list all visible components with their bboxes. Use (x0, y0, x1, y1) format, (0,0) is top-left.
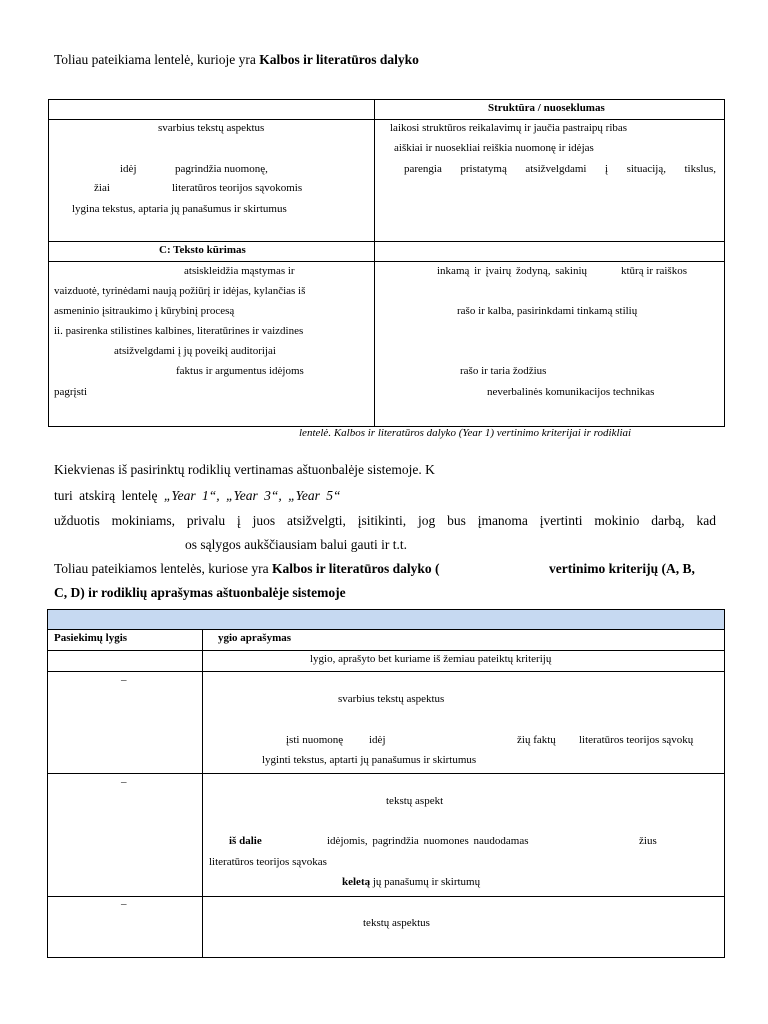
table1-row2-right-line4: neverbalinės komunikacijos technikas (487, 386, 655, 398)
table1-row1-left-line2b: pagrindžia nuomonę, (175, 163, 268, 175)
body-line-5-bold-a: Kalbos ir literatūros dalyko ( (272, 561, 440, 576)
body-line-4: os sąlygos aukščiausiam balui gauti ir t.t. (185, 537, 407, 552)
table2-row2-line2a: iš dalie (229, 835, 262, 847)
table2-row2-line1: tekstų aspekt (386, 795, 444, 807)
table2-row3-line1: tekstų aspektus (363, 917, 430, 929)
body-line-3: užduotis mokiniams, privalu į juos atsižvelgti, įsitikinti, jog bus įmanoma įvertinti mokinio darbą, kad (54, 513, 716, 528)
table2-col2-header: ygio aprašymas (218, 632, 292, 644)
table1-row2-left-line7: pagrįsti (54, 386, 87, 398)
table2-row1-level-dash: – (121, 674, 127, 686)
table1-row1-right-line2: aiškiai ir nuosekliai reiškia nuomonę ir idėjas (394, 142, 594, 154)
table1-header-right: Struktūra / nuoseklumas (488, 102, 605, 114)
table1-row2-left-line6: faktus ir argumentus idėjoms (176, 365, 304, 377)
table2-col1-header: Pasiekimų lygis (54, 632, 128, 644)
body-line-1: Kiekvienas iš pasirinktų rodiklių vertinamas aštuonbalėje sistemoje. K (54, 462, 435, 477)
table1-row1-left-line2a: idėj (120, 163, 137, 175)
table2-row1-line1: svarbius tekstų aspektus (338, 693, 445, 705)
table1-row2-left-line1: atsiskleidžia mąstymas ir (184, 265, 295, 277)
body-line-6: C, D) ir rodiklių aprašymas aštuonbalėje sistemoje (54, 585, 346, 600)
table2-row2-level-dash: – (121, 776, 127, 788)
body-line-2 (54, 488, 341, 504)
intro-text: Toliau pateikiama lentelė, kurioje yra (54, 52, 260, 67)
table1-row2-right-line3: rašo ir taria žodžius (460, 365, 547, 377)
table1-row2-left-line3: asmeninio įsitraukimo į kūrybinį procesą (54, 305, 235, 317)
body-line-5-text: Toliau pateikiamos lentelės, kuriose yra (54, 561, 272, 576)
body-line-5-bold-b: vertinimo kriterijų (A, B, (549, 561, 695, 576)
table2-row2-line2b: idėjomis, pagrindžia nuomones naudodamas (327, 835, 529, 847)
table1-row2-right-line1b: ktūrą ir raiškos (621, 265, 687, 277)
table2-line-a (47, 629, 725, 630)
table1-row1-right-line3: parengia pristatymą atsižvelgdami į situaciją, tikslus, (404, 163, 716, 175)
table1-row2-left-line2: vaizduotė, tyrinėdami naują požiūrį ir idėjas, kylančias iš (54, 285, 306, 297)
table1-row2-left-line4: ii. pasirenka stilistines kalbines, literatūrines ir vaizdines (54, 325, 304, 337)
body-line-2-years: „Year 1“, „Year 3“, „Year 5“ (163, 488, 341, 503)
table1-row1-right-line1: laikosi struktūros reikalavimų ir jaučia pastraipų ribas (390, 122, 628, 134)
intro-line (54, 52, 419, 68)
table2-row2-line3: literatūros teorijos sąvokas (209, 856, 327, 868)
table2-line-e (47, 896, 725, 897)
table1-row1-left-line3b: literatūros teorijos sąvokomis (172, 182, 303, 194)
body-line-5 (54, 561, 440, 577)
table2-line-b (47, 650, 725, 651)
table1-column-divider (374, 99, 375, 427)
table1-section-c-heading: C: Teksto kūrimas (159, 244, 246, 256)
table2-header-band (48, 610, 724, 629)
table2-line-c (47, 671, 725, 672)
table2-row2-line4-bold: keletą (342, 876, 371, 888)
table2-row1-line3: lyginti tekstus, aptarti jų panašumus ir skirtumus (262, 754, 477, 766)
table2-line-d (47, 773, 725, 774)
table2-row1-line2c: žių faktų (517, 734, 556, 746)
table2-row1-line2a: įsti nuomonę (286, 734, 344, 746)
table2-row3-level-dash: – (121, 898, 127, 910)
table2-row2-line2c: žius (639, 835, 657, 847)
table1-row1-left-line4: lygina tekstus, aptaria jų panašumus ir skirtumus (72, 203, 287, 215)
table1-row1-left-line1: svarbius tekstų aspektus (158, 122, 265, 134)
table2-row1-line2b: idėj (369, 734, 386, 746)
body-line-2-text: turi atskirą lentelę (54, 488, 158, 503)
table2-row2-line4 (342, 876, 480, 888)
table2-row1-line2d: literatūros teorijos sąvokų (579, 734, 694, 746)
table1-section-divider-top (48, 241, 725, 242)
table2-column-divider (202, 629, 203, 958)
table1-caption: lentelė. Kalbos ir literatūros dalyko (Year 1) vertinimo kriterijai ir rodikliai (299, 427, 632, 439)
table1-row2-right-line2: rašo ir kalba, pasirinkdami tinkamą stilių (457, 305, 638, 317)
table2-row2-line4-text: jų panašumų ir skirtumų (370, 876, 481, 888)
table2-row0-description: lygio, aprašyto bet kuriame iš žemiau pateiktų kriterijų (310, 653, 552, 665)
intro-bold-text: Kalbos ir literatūros dalyko (259, 52, 419, 67)
table1-header-divider (48, 119, 725, 120)
table1-row2-left-line5: atsižvelgdami į jų poveikį auditorijai (114, 345, 276, 357)
criteria-table-1 (48, 99, 725, 427)
table1-row1-left-line3a: žiai (94, 182, 110, 194)
table1-row2-right-line1a: inkamą ir įvairų žodyną, sakinių (437, 265, 588, 277)
table1-section-divider-bottom (48, 261, 725, 262)
